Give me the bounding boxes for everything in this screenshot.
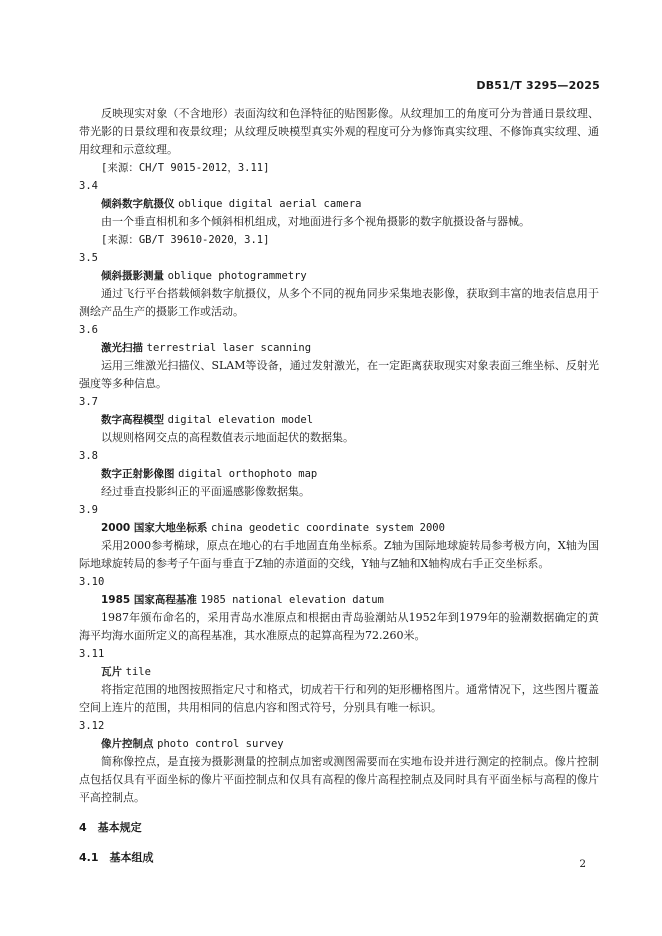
term-title-en: terrestrial laser scanning	[146, 342, 312, 354]
chapter-heading: 4 基本规定	[79, 821, 142, 834]
term-title-en: oblique digital aerial camera	[178, 198, 362, 210]
terms-list	[79, 177, 599, 807]
document-body	[79, 105, 599, 867]
term-definition: 简称像控点，是直接为摄影测量的控制点加密或测图需要而在实地布设并进行测定的控制点。像片控制点包括仅具有平面坐标的像片平面控制点和仅具有高程的像片高程控制点及同时具有平面坐标与高程的像片平高控制点。	[79, 755, 599, 804]
term-entry	[79, 393, 599, 447]
term-title-en: photo control survey	[157, 738, 284, 750]
term-number: 3.5	[79, 252, 98, 264]
term-title-zh: 数字正射影像图	[101, 468, 175, 480]
term-entry	[79, 573, 599, 645]
term-entry	[79, 321, 599, 393]
term-number: 3.7	[79, 396, 98, 408]
term-title-zh: 1985 国家高程基准	[101, 594, 197, 606]
term-number: 3.6	[79, 324, 98, 336]
term-definition: 反映现实对象（不含地形）表面沟纹和色泽特征的贴图影像。从纹理加工的角度可分为普通日景纹理、带光影的日景纹理和夜景纹理；从纹理反映模型真实外观的程度可分为修饰真实纹理、不修饰真实纹理、通用纹理和示意纹理。	[79, 107, 599, 156]
section-heading: 4.1 基本组成	[79, 851, 154, 864]
term-definition: 通过飞行平台搭载倾斜数字航摄仪，从多个不同的视角同步采集地表影像，获取到丰富的地表信息用于测绘产品生产的摄影工作或活动。	[79, 287, 599, 318]
term-title	[79, 465, 599, 483]
term-number: 3.4	[79, 180, 98, 192]
term-title-zh: 像片控制点	[101, 738, 154, 750]
document-code: DB51/T 3295—2025	[476, 79, 600, 92]
term-entry	[79, 249, 599, 321]
term-source: [来源：GB/T 39610-2020，3.1]	[101, 234, 270, 246]
term-title-en: digital elevation model	[167, 414, 314, 426]
term-title-zh: 激光扫描	[101, 342, 143, 354]
term-number: 3.11	[79, 648, 105, 660]
term-title	[79, 339, 599, 357]
term-entry	[79, 645, 599, 717]
term-title-en: tile	[125, 666, 151, 678]
term-definition: 1987年颁布命名的，采用青岛水准原点和根据由青岛验潮站从1952年到1979年的验潮数据确定的黄海平均海水面所定义的高程基准，其水准原点的起算高程为72.260米。	[79, 611, 599, 642]
term-title	[79, 591, 599, 609]
term-number: 3.10	[79, 576, 105, 588]
term-title-zh: 倾斜数字航摄仪	[101, 198, 175, 210]
term-title	[79, 519, 599, 537]
term-title	[79, 267, 599, 285]
term-title-en: digital orthophoto map	[178, 468, 318, 480]
term-number: 3.12	[79, 720, 105, 732]
term-title-zh: 数字高程模型	[101, 414, 164, 426]
term-entry	[79, 447, 599, 501]
term-title-en: china geodetic coordinate system 2000	[211, 522, 445, 534]
term-source: [来源：CH/T 9015-2012，3.11]	[101, 162, 270, 174]
term-title-en: oblique photogrammetry	[167, 270, 307, 282]
term-title-en: 1985 national elevation datum	[200, 594, 384, 606]
term-definition: 采用2000参考椭球，原点在地心的右手地固直角坐标系。Z轴为国际地球旋转局参考极方向，X轴为国际地球旋转局的参考子午面与垂直于Z轴的赤道面的交线，Y轴与Z轴和X轴构成右手正交坐标系。	[79, 539, 599, 570]
term-number: 3.8	[79, 450, 98, 462]
term-entry	[79, 177, 599, 249]
term-number: 3.9	[79, 504, 98, 516]
term-definition: 经过垂直投影纠正的平面遥感影像数据集。	[101, 485, 310, 498]
term-title-zh: 瓦片	[101, 666, 122, 678]
term-title-zh: 2000 国家大地坐标系	[101, 522, 208, 534]
term-title	[79, 663, 599, 681]
term-definition: 将指定范围的地图按照指定尺寸和格式，切成若干行和列的矩形栅格图片。通常情况下，这些图片覆盖空间上连片的范围，共用相同的信息内容和图式符号，分别具有唯一标识。	[79, 683, 599, 714]
term-definition: 由一个垂直相机和多个倾斜相机组成，对地面进行多个视角摄影的数字航摄设备与器械。	[101, 215, 530, 228]
page-number: 2	[579, 858, 586, 870]
term-entry	[79, 717, 599, 807]
term-title	[79, 735, 599, 753]
term-title	[79, 195, 599, 213]
term-title-zh: 倾斜摄影测量	[101, 270, 164, 282]
term-definition: 以规则格网交点的高程数值表示地面起伏的数据集。	[101, 431, 354, 444]
term-definition: 运用三维激光扫描仪、SLAM等设备，通过发射激光，在一定距离获取现实对象表面三维坐标、反射光强度等多种信息。	[79, 359, 599, 390]
term-entry	[79, 501, 599, 573]
term-title	[79, 411, 599, 429]
